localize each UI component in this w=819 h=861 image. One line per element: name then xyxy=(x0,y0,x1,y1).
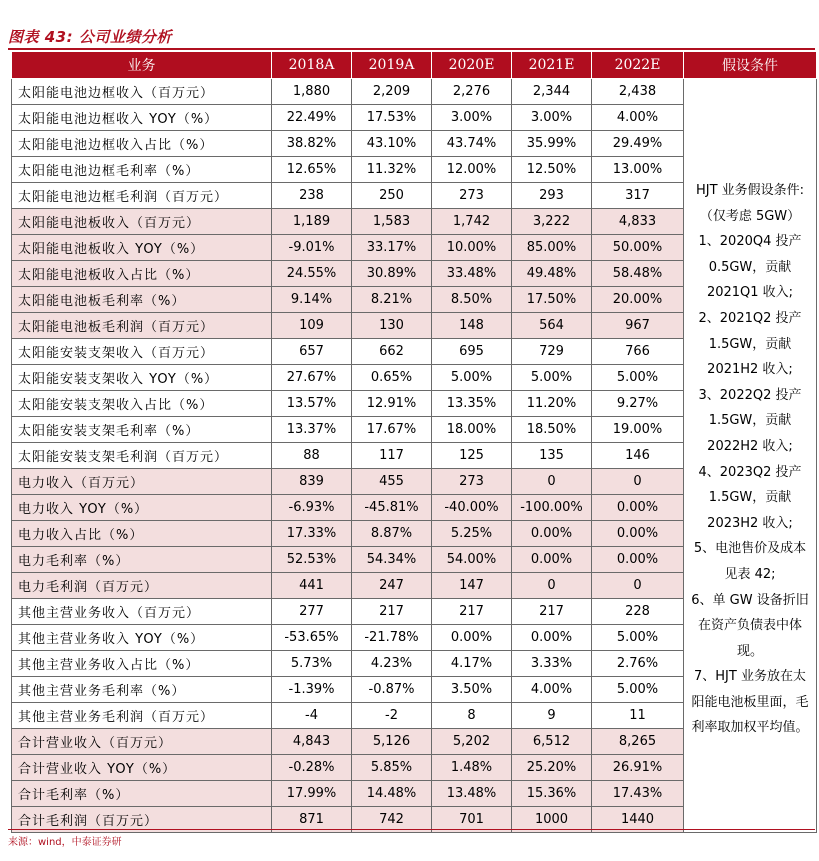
assumption-line: 5、电池售价及成本 xyxy=(693,541,807,557)
value-cell: 13.37% xyxy=(272,417,352,443)
value-cell: 455 xyxy=(352,469,432,495)
row-label: 合计毛利率（%） xyxy=(12,781,272,807)
value-cell: 1000 xyxy=(512,807,592,833)
value-cell: 24.55% xyxy=(272,261,352,287)
assumption-line: 1.5GW，贡献 xyxy=(708,413,792,429)
value-cell: 5.00% xyxy=(592,625,684,651)
value-cell: 1,880 xyxy=(272,79,352,105)
row-label: 太阳能电池边框收入占比（%） xyxy=(12,131,272,157)
header-business: 业务 xyxy=(12,52,272,79)
assumption-line: 1、2020Q4 投产 xyxy=(698,234,802,250)
value-cell: 2,209 xyxy=(352,79,432,105)
assumption-line: 2021Q1 收入; xyxy=(706,285,794,301)
value-cell: 2.76% xyxy=(592,651,684,677)
value-cell: 4.00% xyxy=(592,105,684,131)
value-cell: 5.73% xyxy=(272,651,352,677)
value-cell: 0.00% xyxy=(512,547,592,573)
value-cell: -45.81% xyxy=(352,495,432,521)
row-label: 太阳能电池边框毛利润（百万元） xyxy=(12,183,272,209)
header-row xyxy=(12,52,817,79)
value-cell: 8.50% xyxy=(432,287,512,313)
assumption-line: 利率取加权平均值。 xyxy=(691,720,809,736)
value-cell: -2 xyxy=(352,703,432,729)
assumption-line: 4、2023Q2 投产 xyxy=(698,464,802,480)
row-label: 太阳能电池板毛利润（百万元） xyxy=(12,313,272,339)
value-cell: 238 xyxy=(272,183,352,209)
header-2022e: 2022E xyxy=(592,52,684,79)
value-cell: 18.50% xyxy=(512,417,592,443)
value-cell: 8.21% xyxy=(352,287,432,313)
value-cell: 277 xyxy=(272,599,352,625)
value-cell: 14.48% xyxy=(352,781,432,807)
value-cell: 50.00% xyxy=(592,235,684,261)
value-cell: -6.93% xyxy=(272,495,352,521)
value-cell: 0 xyxy=(592,573,684,599)
value-cell: 657 xyxy=(272,339,352,365)
header-assumptions: 假设条件 xyxy=(684,52,817,79)
value-cell: 13.00% xyxy=(592,157,684,183)
value-cell: 8.87% xyxy=(352,521,432,547)
value-cell: -0.28% xyxy=(272,755,352,781)
value-cell: 29.49% xyxy=(592,131,684,157)
value-cell: 3.00% xyxy=(432,105,512,131)
value-cell: 695 xyxy=(432,339,512,365)
assumption-line: 在资产负债表中体 xyxy=(697,618,802,634)
value-cell: 0.65% xyxy=(352,365,432,391)
row-label: 太阳能电池边框毛利率（%） xyxy=(12,157,272,183)
row-label: 太阳能电池边框收入（百万元） xyxy=(12,79,272,105)
value-cell: 273 xyxy=(432,183,512,209)
value-cell: 30.89% xyxy=(352,261,432,287)
value-cell: 54.34% xyxy=(352,547,432,573)
value-cell: 4.23% xyxy=(352,651,432,677)
bottom-rule xyxy=(8,829,815,830)
value-cell: 12.91% xyxy=(352,391,432,417)
value-cell: 247 xyxy=(352,573,432,599)
row-label: 太阳能安装支架收入 YOY（%） xyxy=(12,365,272,391)
value-cell: 49.48% xyxy=(512,261,592,287)
row-label: 电力收入 YOY（%） xyxy=(12,495,272,521)
value-cell: 130 xyxy=(352,313,432,339)
assumption-line: 7、HJT 业务放在太 xyxy=(694,669,806,685)
assumption-line: 6、单 GW 设备折旧 xyxy=(691,592,809,608)
row-label: 太阳能安装支架收入（百万元） xyxy=(12,339,272,365)
source-note: 来源：wind，中泰证券研 xyxy=(8,837,122,848)
value-cell: 871 xyxy=(272,807,352,833)
value-cell: -100.00% xyxy=(512,495,592,521)
value-cell: 117 xyxy=(352,443,432,469)
row-label: 电力收入占比（%） xyxy=(12,521,272,547)
value-cell: 10.00% xyxy=(432,235,512,261)
row-label: 太阳能安装支架收入占比（%） xyxy=(12,391,272,417)
row-label: 电力毛利率（%） xyxy=(12,547,272,573)
assumptions-cell xyxy=(684,79,817,833)
value-cell: 33.17% xyxy=(352,235,432,261)
value-cell: 5,202 xyxy=(432,729,512,755)
value-cell: 2,276 xyxy=(432,79,512,105)
table-row xyxy=(12,79,817,105)
value-cell: 11.32% xyxy=(352,157,432,183)
value-cell: 217 xyxy=(352,599,432,625)
row-label: 其他主营业务毛利润（百万元） xyxy=(12,703,272,729)
header-2019a: 2019A xyxy=(352,52,432,79)
value-cell: 766 xyxy=(592,339,684,365)
value-cell: 1,189 xyxy=(272,209,352,235)
value-cell: 217 xyxy=(432,599,512,625)
value-cell: 5.00% xyxy=(512,365,592,391)
value-cell: 5,126 xyxy=(352,729,432,755)
row-label: 合计营业收入 YOY（%） xyxy=(12,755,272,781)
value-cell: 662 xyxy=(352,339,432,365)
value-cell: 17.99% xyxy=(272,781,352,807)
value-cell: 729 xyxy=(512,339,592,365)
value-cell: 43.10% xyxy=(352,131,432,157)
value-cell: 85.00% xyxy=(512,235,592,261)
assumption-line: HJT 业务假设条件: xyxy=(695,183,805,198)
row-label: 其他主营业务收入占比（%） xyxy=(12,651,272,677)
value-cell: 19.00% xyxy=(592,417,684,443)
value-cell: 12.65% xyxy=(272,157,352,183)
header-2021e: 2021E xyxy=(512,52,592,79)
value-cell: 148 xyxy=(432,313,512,339)
value-cell: 5.25% xyxy=(432,521,512,547)
value-cell: 135 xyxy=(512,443,592,469)
value-cell: 13.57% xyxy=(272,391,352,417)
value-cell: 1,583 xyxy=(352,209,432,235)
value-cell: 6,512 xyxy=(512,729,592,755)
row-label: 太阳能电池板收入 YOY（%） xyxy=(12,235,272,261)
value-cell: 9 xyxy=(512,703,592,729)
assumption-line: 2022H2 收入; xyxy=(707,438,793,454)
value-cell: 839 xyxy=(272,469,352,495)
value-cell: -40.00% xyxy=(432,495,512,521)
row-label: 太阳能安装支架毛利率（%） xyxy=(12,417,272,443)
value-cell: 2,344 xyxy=(512,79,592,105)
value-cell: 3.00% xyxy=(512,105,592,131)
value-cell: 9.14% xyxy=(272,287,352,313)
value-cell: 0.00% xyxy=(512,625,592,651)
value-cell: 3.50% xyxy=(432,677,512,703)
value-cell: 147 xyxy=(432,573,512,599)
assumption-line: 2021H2 收入; xyxy=(707,362,793,378)
value-cell: 43.74% xyxy=(432,131,512,157)
row-label: 合计营业收入（百万元） xyxy=(12,729,272,755)
row-label: 太阳能安装支架毛利润（百万元） xyxy=(12,443,272,469)
row-label: 其他主营业务收入 YOY（%） xyxy=(12,625,272,651)
value-cell: 4,833 xyxy=(592,209,684,235)
value-cell: 20.00% xyxy=(592,287,684,313)
value-cell: 18.00% xyxy=(432,417,512,443)
value-cell: 13.35% xyxy=(432,391,512,417)
value-cell: 8 xyxy=(432,703,512,729)
value-cell: 27.67% xyxy=(272,365,352,391)
value-cell: 317 xyxy=(592,183,684,209)
value-cell: 17.53% xyxy=(352,105,432,131)
value-cell: 0.00% xyxy=(592,495,684,521)
value-cell: 33.48% xyxy=(432,261,512,287)
value-cell: 54.00% xyxy=(432,547,512,573)
row-label: 合计毛利润（百万元） xyxy=(12,807,272,833)
row-label: 太阳能电池板收入占比（%） xyxy=(12,261,272,287)
value-cell: 17.43% xyxy=(592,781,684,807)
assumption-line: 2023H2 收入; xyxy=(707,515,793,531)
value-cell: 3.33% xyxy=(512,651,592,677)
value-cell: 109 xyxy=(272,313,352,339)
value-cell: 17.33% xyxy=(272,521,352,547)
value-cell: 52.53% xyxy=(272,547,352,573)
value-cell: 742 xyxy=(352,807,432,833)
value-cell: 25.20% xyxy=(512,755,592,781)
value-cell: -4 xyxy=(272,703,352,729)
value-cell: 22.49% xyxy=(272,105,352,131)
assumption-line: 阳能电池板里面，毛 xyxy=(691,694,809,710)
value-cell: 3,222 xyxy=(512,209,592,235)
value-cell: 12.50% xyxy=(512,157,592,183)
value-cell: 0.00% xyxy=(432,625,512,651)
value-cell: 250 xyxy=(352,183,432,209)
value-cell: 5.85% xyxy=(352,755,432,781)
value-cell: 273 xyxy=(432,469,512,495)
value-cell: 701 xyxy=(432,807,512,833)
value-cell: 564 xyxy=(512,313,592,339)
row-label: 其他主营业务收入（百万元） xyxy=(12,599,272,625)
assumption-line: 现。 xyxy=(736,643,763,659)
value-cell: 1,742 xyxy=(432,209,512,235)
value-cell: 17.50% xyxy=(512,287,592,313)
value-cell: 35.99% xyxy=(512,131,592,157)
value-cell: 125 xyxy=(432,443,512,469)
value-cell: 5.00% xyxy=(432,365,512,391)
assumption-line: 1.5GW，贡献 xyxy=(708,490,792,506)
performance-table xyxy=(11,51,817,833)
header-2020e: 2020E xyxy=(432,52,512,79)
assumption-line: 1.5GW，贡献 xyxy=(708,336,792,352)
value-cell: 4,843 xyxy=(272,729,352,755)
value-cell: 11.20% xyxy=(512,391,592,417)
value-cell: 58.48% xyxy=(592,261,684,287)
row-label: 太阳能电池板毛利率（%） xyxy=(12,287,272,313)
row-label: 其他主营业务毛利率（%） xyxy=(12,677,272,703)
value-cell: 5.00% xyxy=(592,365,684,391)
value-cell: 13.48% xyxy=(432,781,512,807)
value-cell: 38.82% xyxy=(272,131,352,157)
assumption-line: 3、2022Q2 投产 xyxy=(698,387,802,403)
value-cell: 4.00% xyxy=(512,677,592,703)
value-cell: -21.78% xyxy=(352,625,432,651)
value-cell: -1.39% xyxy=(272,677,352,703)
value-cell: 0.00% xyxy=(592,547,684,573)
table-title: 图表 43: 公司业绩分析 xyxy=(8,28,172,46)
value-cell: -53.65% xyxy=(272,625,352,651)
value-cell: 9.27% xyxy=(592,391,684,417)
value-cell: 15.36% xyxy=(512,781,592,807)
assumption-line: 见表 42; xyxy=(724,566,776,582)
value-cell: 26.91% xyxy=(592,755,684,781)
value-cell: 4.17% xyxy=(432,651,512,677)
value-cell: 0 xyxy=(512,573,592,599)
assumption-line: （仅考虑 5GW） xyxy=(699,208,801,224)
title-rule xyxy=(8,48,815,50)
value-cell: 1440 xyxy=(592,807,684,833)
value-cell: 12.00% xyxy=(432,157,512,183)
header-2018a: 2018A xyxy=(272,52,352,79)
assumption-line: 0.5GW，贡献 xyxy=(708,259,792,275)
assumptions-text xyxy=(686,79,814,741)
row-label: 电力毛利润（百万元） xyxy=(12,573,272,599)
value-cell: 5.00% xyxy=(592,677,684,703)
value-cell: -0.87% xyxy=(352,677,432,703)
row-label: 太阳能电池边框收入 YOY（%） xyxy=(12,105,272,131)
value-cell: 0 xyxy=(592,469,684,495)
row-label: 电力收入（百万元） xyxy=(12,469,272,495)
value-cell: 0.00% xyxy=(512,521,592,547)
value-cell: 217 xyxy=(512,599,592,625)
value-cell: 8,265 xyxy=(592,729,684,755)
value-cell: 0.00% xyxy=(592,521,684,547)
value-cell: 441 xyxy=(272,573,352,599)
value-cell: 1.48% xyxy=(432,755,512,781)
row-label: 太阳能电池板收入（百万元） xyxy=(12,209,272,235)
value-cell: 17.67% xyxy=(352,417,432,443)
value-cell: -9.01% xyxy=(272,235,352,261)
value-cell: 0 xyxy=(512,469,592,495)
value-cell: 146 xyxy=(592,443,684,469)
value-cell: 11 xyxy=(592,703,684,729)
value-cell: 293 xyxy=(512,183,592,209)
value-cell: 967 xyxy=(592,313,684,339)
value-cell: 88 xyxy=(272,443,352,469)
value-cell: 2,438 xyxy=(592,79,684,105)
value-cell: 228 xyxy=(592,599,684,625)
assumption-line: 2、2021Q2 投产 xyxy=(698,310,802,326)
